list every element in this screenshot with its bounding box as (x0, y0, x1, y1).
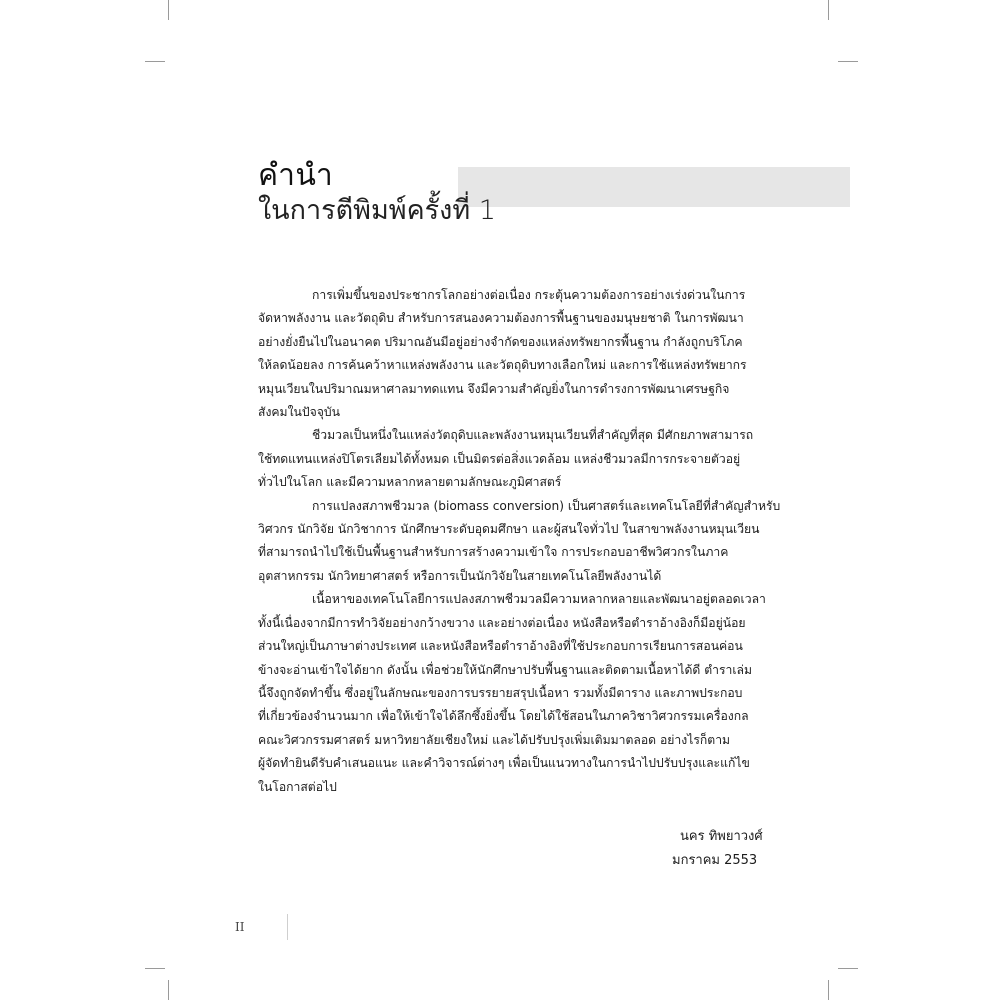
crop-mark-left-top (145, 61, 165, 62)
author-name: นคร ทิพยาวงศ์ (680, 829, 763, 844)
folio-divider (287, 914, 288, 940)
paragraph-line: การแปลงสภาพชีวมวล (biomass conversion) เป็นศาสตร์และเทคโนโลยีที่สำคัญสำหรับ (312, 498, 781, 513)
paragraph-line: เนื้อหาของเทคโนโลยีการแปลงสภาพชีวมวลมีความหลากหลายและพัฒนาอยู่ตลอดเวลา (312, 592, 766, 607)
paragraph-line: การเพิ่มขึ้นของประชากรโลกอย่างต่อเนื่อง กระตุ้นความต้องการอย่างเร่งด่วนในการ (312, 288, 746, 302)
crop-mark-top-right (828, 0, 829, 20)
paragraph-line: ข้างจะอ่านเข้าใจได้ยาก ดังนั้น เพื่อช่วยให้นักศึกษาปรับพื้นฐานและติดตามเนื้อหาได้ดี ตำราเล่ม (258, 662, 753, 677)
paragraph-line: ชีวมวลเป็นหนึ่งในแหล่งวัตถุดิบและพลังงานหมุนเวียนที่สำคัญที่สุด มีศักยภาพสามารถ (312, 428, 754, 443)
paragraph-line: ที่เกี่ยวข้องจำนวนมาก เพื่อให้เข้าใจได้ลึกซึ้งยิ่งขึ้น โดยได้ใช้สอนในภาควิชาวิศวกรรมเครื่องกล (258, 709, 749, 724)
paragraph-line: อุตสาหกรรม นักวิทยาศาสตร์ หรือการเป็นนักวิจัยในสายเทคโนโลยีพลังงานได้ (258, 568, 662, 583)
paragraph-line: ผู้จัดทำยินดีรับคำเสนอแนะ และคำวิจารณ์ต่างๆ เพื่อเป็นแนวทางในการนำไปปรับปรุงและแก้ไข (258, 756, 750, 771)
preface-body (258, 284, 780, 799)
page-subtitle: ในการตีพิมพ์ครั้งที่ 1 (258, 195, 496, 226)
paragraph-4 (258, 588, 780, 799)
paragraph-line: จัดหาพลังงาน และวัตถุดิบ สำหรับการสนองความต้องการพื้นฐานของมนุษยชาติ ในการพัฒนา (258, 311, 744, 326)
crop-mark-bottom-right (828, 980, 829, 1000)
paragraph-line: ทั้งนี้เนื่องจากมีการทำวิจัยอย่างกว้างขวาง และอย่างต่อเนื่อง หนังสือหรือตำราอ้างอิงก็มีอยู่น้อย (258, 615, 746, 630)
page-number: II (235, 920, 245, 934)
paragraph-line: สังคมในปัจจุบัน (258, 405, 340, 420)
crop-mark-right-bottom (838, 968, 858, 969)
paragraph-line: ที่สามารถนำไปใช้เป็นพื้นฐานสำหรับการสร้างความเข้าใจ การประกอบอาชีพวิศวกรในภาค (258, 545, 729, 560)
crop-mark-right-top (838, 61, 858, 62)
crop-mark-bottom-left (168, 980, 169, 1000)
signature-date: มกราคม 2553 (672, 853, 758, 868)
paragraph-line: นี้จึงถูกจัดทำขึ้น ซึ่งอยู่ในลักษณะของการบรรยายสรุปเนื้อหา รวมทั้งมีตาราง และภาพประกอบ (258, 685, 743, 700)
paragraph-line: ส่วนใหญ่เป็นภาษาต่างประเทศ และหนังสือหรือตำราอ้างอิงที่ใช้ประกอบการเรียนการสอนค่อน (258, 639, 743, 654)
paragraph-3 (258, 495, 780, 589)
paragraph-line: หมุนเวียนในปริมาณมหาศาลมาทดแทน จึงมีความสำคัญยิ่งในการดำรงการพัฒนาเศรษฐกิจ (258, 381, 730, 396)
paragraph-line: วิศวกร นักวิจัย นักวิชาการ นักศึกษาระดับอุดมศึกษา และผู้สนใจทั่วไป ในสาขาพลังงานหมุนเวียน (258, 522, 760, 537)
paragraph-line: ในโอกาสต่อไป (258, 779, 337, 794)
paragraph-line: อย่างยั่งยืนไปในอนาคต ปริมาณอันมีอยู่อย่างจำกัดของแหล่งทรัพยากรพื้นฐาน กำลังถูกบริโภค (258, 334, 743, 349)
paragraph-line: ทั่วไปในโลก และมีความหลากหลายตามลักษณะภูมิศาสตร์ (258, 475, 562, 490)
heading-decoration-bar (458, 167, 850, 207)
signature-block (672, 825, 763, 873)
paragraph-1 (258, 284, 780, 424)
paragraph-line: ใช้ทดแทนแหล่งปิโตรเลียมได้ทั้งหมด เป็นมิตรต่อสิ่งแวดล้อม แหล่งชีวมวลมีการกระจายตัวอยู่ (258, 451, 741, 466)
page-title: คำนำ (258, 158, 334, 193)
crop-mark-top-left (168, 0, 169, 20)
paragraph-line: คณะวิศวกรรมศาสตร์ มหาวิทยาลัยเชียงใหม่ และได้ปรับปรุงเพิ่มเติมมาตลอด อย่างไรก็ตาม (258, 732, 731, 747)
paragraph-line: ให้ลดน้อยลง การค้นคว้าหาแหล่งพลังงาน และวัตถุดิบทางเลือกใหม่ และการใช้แหล่งทรัพยากร (258, 358, 747, 373)
page-heading (258, 158, 496, 228)
crop-mark-left-bottom (145, 968, 165, 969)
paragraph-2 (258, 424, 780, 494)
